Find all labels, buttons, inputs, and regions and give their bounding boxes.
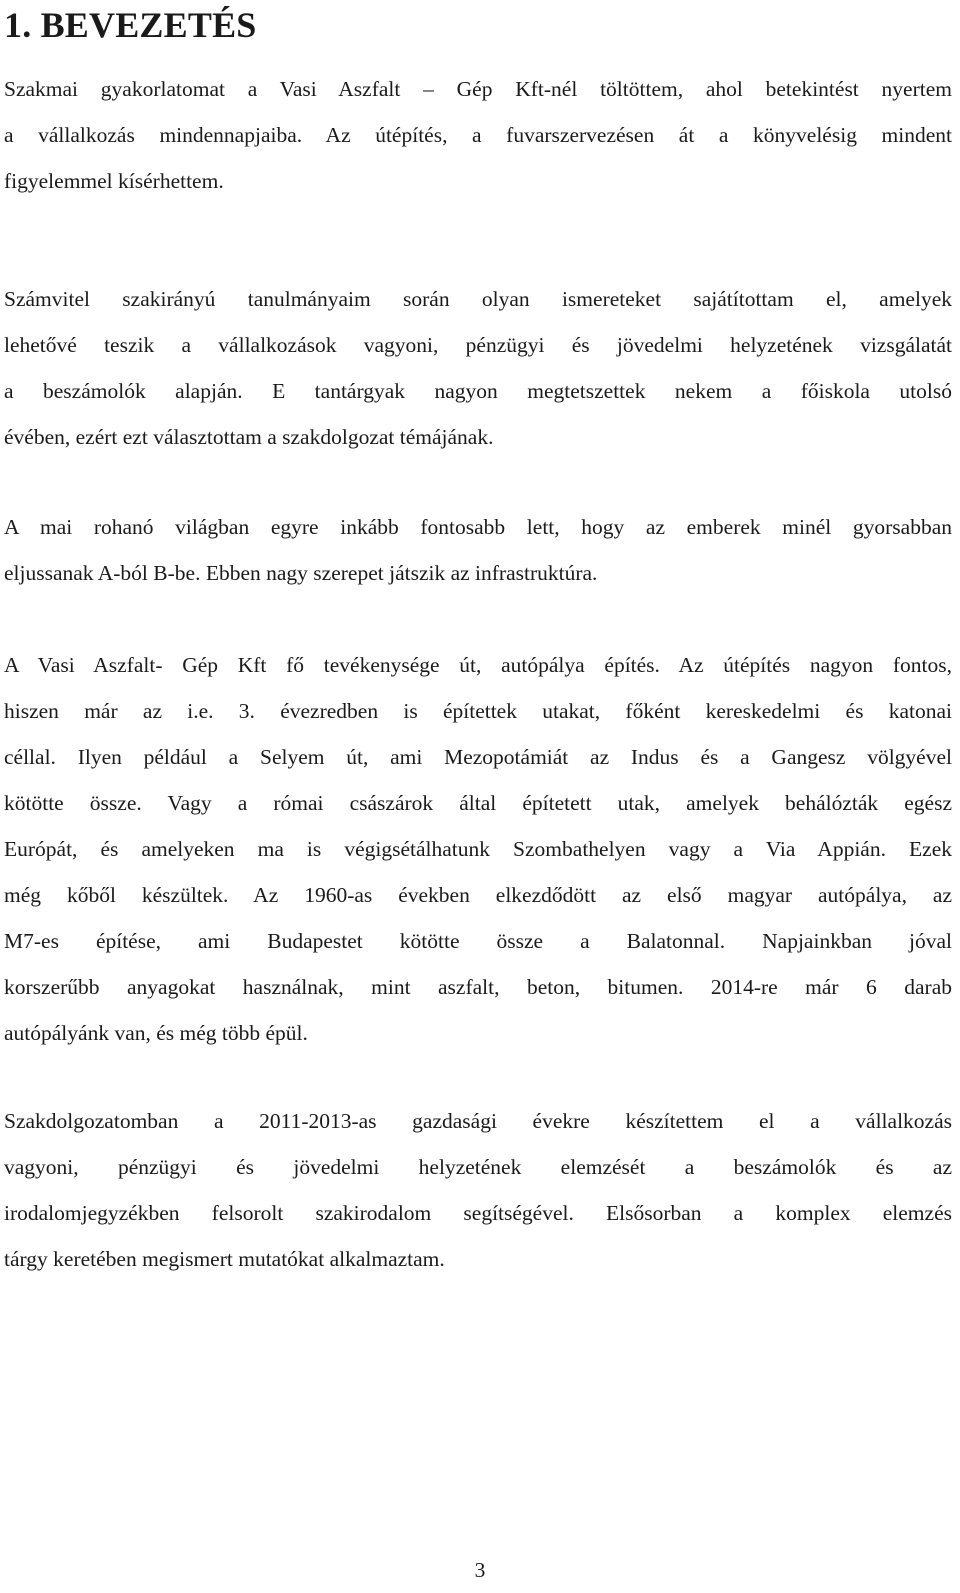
paragraph-studies — [4, 276, 952, 460]
paragraph-line: autópályánk van, és még több épül. — [4, 1021, 308, 1045]
paragraph-infrastructure — [4, 504, 952, 596]
chapter-heading: 1. BEVEZETÉS — [4, 5, 257, 45]
paragraph-line: hiszen már az i.e. 3. évezredben is építettek utakat, főként kereskedelmi és katonai — [4, 699, 952, 723]
paragraph-line: A Vasi Aszfalt- Gép Kft fő tevékenysége út, autópálya építés. Az útépítés nagyon fontos, — [4, 653, 952, 677]
paragraph-line: Szakdolgozatomban a 2011-2013-as gazdasági évekre készítettem el a vállalkozás — [4, 1109, 952, 1133]
paragraph-line: évében, ezért ezt választottam a szakdolgozat témájának. — [4, 425, 494, 449]
paragraph-thesis-scope — [4, 1098, 952, 1282]
paragraph-line: céllal. Ilyen például a Selyem út, ami Mezopotámiát az Indus és a Gangesz völgyével — [4, 745, 952, 769]
paragraph-line: tárgy keretében megismert mutatókat alkalmaztam. — [4, 1247, 445, 1271]
paragraph-line: Európát, és amelyeken ma is végigsétálhatunk Szombathelyen vagy a Via Appián. Ezek — [4, 837, 952, 861]
paragraph-line: eljussanak A-ból B-be. Ebben nagy szerepet játszik az infrastruktúra. — [4, 561, 598, 585]
paragraph-line: kötötte össze. Vagy a római császárok által építetett utak, amelyek behálózták egész — [4, 791, 952, 815]
paragraph-line: Számvitel szakirányú tanulmányaim során olyan ismereteket sajátítottam el, amelyek — [4, 287, 952, 311]
paragraph-company-history — [4, 642, 952, 1056]
paragraph-line: A mai rohanó világban egyre inkább fontosabb lett, hogy az emberek minél gyorsabban — [4, 515, 952, 539]
paragraph-internship — [4, 66, 952, 204]
paragraph-line: Szakmai gyakorlatomat a Vasi Aszfalt – Gép Kft-nél töltöttem, ahol betekintést nyertem — [4, 77, 952, 101]
paragraph-line: korszerűbb anyagokat használnak, mint aszfalt, beton, bitumen. 2014-re már 6 darab — [4, 975, 952, 999]
paragraph-line: M7-es építése, ami Budapestet kötötte össze a Balatonnal. Napjainkban jóval — [4, 929, 952, 953]
paragraph-line: irodalomjegyzékben felsorolt szakirodalom segítségével. Elsősorban a komplex elemzés — [4, 1201, 952, 1225]
paragraph-line: figyelemmel kísérhettem. — [4, 169, 224, 193]
paragraph-line: még kőből készültek. Az 1960-as években elkezdődött az első magyar autópálya, az — [4, 883, 952, 907]
paragraph-line: lehetővé teszik a vállalkozások vagyoni, pénzügyi és jövedelmi helyzetének vizsgálatát — [4, 333, 952, 357]
page-number: 3 — [474, 1558, 486, 1582]
paragraph-line: a beszámolók alapján. E tantárgyak nagyon megtetszettek nekem a főiskola utolsó — [4, 379, 952, 403]
paragraph-line: vagyoni, pénzügyi és jövedelmi helyzetének elemzését a beszámolók és az — [4, 1155, 952, 1179]
paragraph-line: a vállalkozás mindennapjaiba. Az útépítés, a fuvarszervezésen át a könyvelésig mindent — [4, 123, 952, 147]
